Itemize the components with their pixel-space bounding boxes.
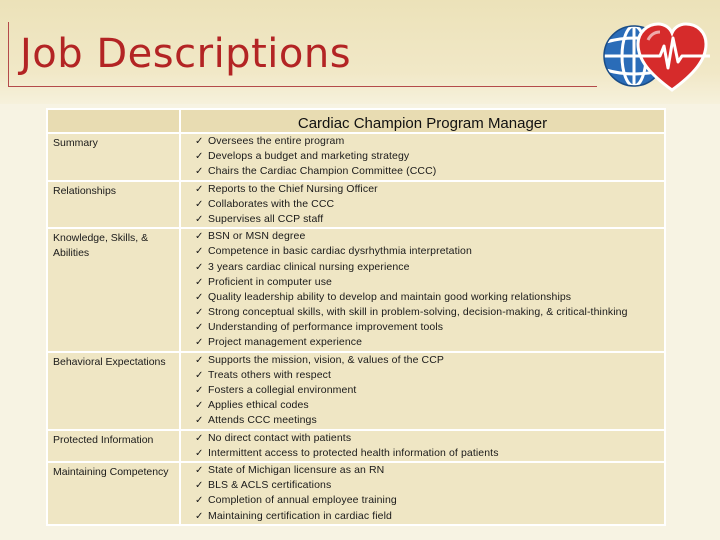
list-item: ✓ State of Michigan licensure as an RN	[195, 463, 664, 478]
list-item: ✓ Completion of annual employee training	[195, 493, 664, 508]
list-item: ✓ Collaborates with the CCC	[195, 197, 664, 212]
list-item: ✓ Fosters a collegial environment	[195, 383, 664, 398]
table-row	[47, 430, 665, 462]
list-item: ✓ Maintaining certification in cardiac field	[195, 509, 664, 524]
knowledge-skills-list	[181, 229, 664, 351]
list-item: ✓ Chairs the Cardiac Champion Committee (CCC)	[195, 164, 664, 179]
summary-list	[181, 134, 664, 180]
job-description-table	[46, 108, 666, 526]
list-item: ✓ Understanding of performance improvement tools	[195, 320, 664, 335]
table-row	[47, 352, 665, 430]
table-row	[47, 181, 665, 229]
list-item: ✓ Project management experience	[195, 335, 664, 350]
list-item: ✓ Attends CCC meetings	[195, 413, 664, 428]
list-item: ✓ BSN or MSN degree	[195, 229, 664, 244]
list-item: ✓ Supports the mission, vision, & values of the CCP	[195, 353, 664, 368]
row-label-summary: Summary	[53, 137, 98, 149]
row-label-behavioral-expectations: Behavioral Expectations	[53, 355, 166, 368]
list-item: ✓ Oversees the entire program	[195, 134, 664, 149]
table-row	[47, 228, 665, 352]
list-item: ✓ Proficient in computer use	[195, 275, 664, 290]
list-item: ✓ Treats others with respect	[195, 368, 664, 383]
list-item: ✓ 3 years cardiac clinical nursing experience	[195, 260, 664, 275]
list-item: ✓ Strong conceptual skills, with skill in problem-solving, decision-making, & critical-thinking	[195, 305, 664, 320]
list-item: ✓ No direct contact with patients	[195, 431, 664, 446]
page-title: Job Descriptions	[20, 31, 352, 77]
table-row	[47, 133, 665, 181]
list-item: ✓ BLS & ACLS certifications	[195, 478, 664, 493]
table-header-title: Cardiac Champion Program Manager	[180, 109, 665, 133]
globe-heart-ecg-icon	[598, 14, 716, 96]
list-item: ✓ Applies ethical codes	[195, 398, 664, 413]
list-item: ✓ Competence in basic cardiac dysrhythmia interpretation	[195, 244, 664, 259]
list-item: ✓ Quality leadership ability to develop and maintain good working relationships	[195, 290, 664, 305]
row-label-knowledge-skills: Knowledge, Skills, & Abilities	[53, 232, 149, 260]
table-row	[47, 462, 665, 525]
list-item: ✓ Reports to the Chief Nursing Officer	[195, 182, 664, 197]
protected-information-list	[181, 431, 664, 461]
list-item: ✓ Develops a budget and marketing strategy	[195, 149, 664, 164]
row-label-maintaining-competency: Maintaining Competency	[53, 465, 169, 478]
row-label-relationships: Relationships	[53, 184, 117, 197]
list-item: ✓ Supervises all CCP staff	[195, 212, 664, 227]
list-item: ✓ Intermittent access to protected health information of patients	[195, 446, 664, 461]
table-header-blank	[47, 109, 180, 133]
maintaining-competency-list	[181, 463, 664, 524]
row-label-protected-information: Protected Information	[53, 433, 154, 446]
relationships-list	[181, 182, 664, 228]
behavioral-expectations-list	[181, 353, 664, 429]
